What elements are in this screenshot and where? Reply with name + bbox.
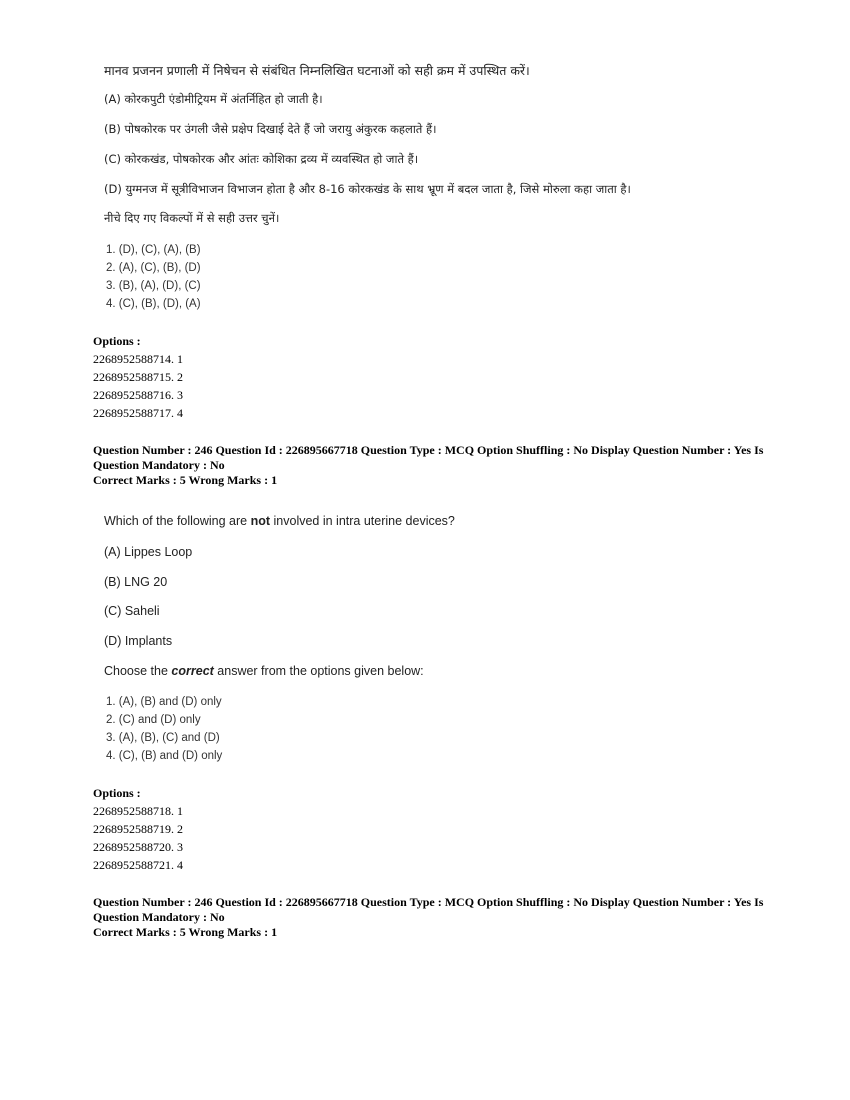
choice-item: 2. (A), (C), (B), (D) — [106, 262, 201, 274]
question-1-statement-b: (B) पोषकोरक पर उंगली जैसे प्रक्षेप दिखाई देते हैं जो जरायु अंकुरक कहलाते हैं। — [104, 122, 437, 136]
meta-line: Question Number : 246 Question Id : 226895667718 Question Type : MCQ Option Shuffling : No Display Question Number : Yes Is — [93, 895, 764, 909]
meta-line: Correct Marks : 5 Wrong Marks : 1 — [93, 473, 278, 487]
choice-item: 1. (D), (C), (A), (B) — [106, 244, 201, 256]
options-header: Options : — [93, 786, 141, 800]
question-1-statement-c: (C) कोरकखंड, पोषकोरक और आंतः कोशिका द्रव्य में व्यवस्थित हो जाते हैं। — [104, 152, 419, 166]
stem-text: Which of the following are — [104, 514, 251, 528]
meta-line: Question Mandatory : No — [93, 458, 225, 472]
question-1-instruction: नीचे दिए गए विकल्पों में से सही उत्तर चुनें। — [104, 211, 280, 225]
question-2-choices — [106, 693, 222, 765]
choice-item: 4. (C), (B), (D), (A) — [106, 298, 201, 310]
question-1-choices — [106, 241, 201, 313]
choice-item: 4. (C), (B) and (D) only — [106, 750, 223, 762]
meta-line: Question Mandatory : No — [93, 910, 225, 924]
question-2-statement-d: (D) Implants — [104, 634, 173, 648]
option-id: 2268952588718. 1 — [93, 804, 183, 818]
question-meta-2 — [93, 895, 773, 940]
question-2-statement-c: (C) Saheli — [104, 604, 160, 618]
stem-emphasis: not — [250, 514, 271, 528]
instruction-text: Choose the — [104, 664, 172, 678]
choice-item: 2. (C) and (D) only — [106, 714, 201, 726]
option-id: 2268952588719. 2 — [93, 822, 183, 836]
question-1-statement-a: (A) कोरकपुटी एंडोमीट्रियम में अंतर्निहित हो जाती है। — [104, 92, 323, 106]
question-2-statement-b: (B) LNG 20 — [104, 575, 168, 589]
option-id: 2268952588715. 2 — [93, 370, 183, 384]
question-2-statement-a: (A) Lippes Loop — [104, 545, 193, 559]
meta-line: Correct Marks : 5 Wrong Marks : 1 — [93, 925, 278, 939]
option-id: 2268952588720. 3 — [93, 840, 183, 854]
meta-line: Question Number : 246 Question Id : 226895667718 Question Type : MCQ Option Shuffling : No Display Question Number : Yes Is — [93, 443, 764, 457]
options-header: Options : — [93, 334, 141, 348]
stem-text: involved in intra uterine devices? — [270, 514, 455, 528]
choice-item: 1. (A), (B) and (D) only — [106, 696, 222, 708]
instruction-text: answer from the options given below: — [213, 664, 424, 678]
question-2-stem — [104, 514, 804, 528]
instruction-emphasis: correct — [171, 664, 214, 678]
options-block-2 — [93, 784, 183, 874]
question-2-instruction — [104, 664, 804, 678]
option-id: 2268952588714. 1 — [93, 352, 183, 366]
options-block-1 — [93, 332, 183, 422]
question-1-stem: मानव प्रजनन प्रणाली में निषेचन से संबंधित निम्नलिखित घटनाओं को सही क्रम में उपस्थित करें। — [104, 63, 530, 78]
question-1-statement-d: (D) युग्मनज में सूत्रीविभाजन विभाजन होता है और 8-16 कोरकखंड के साथ भ्रूण में बदल जाता है, जिसे मोरुला कहा जाता है। — [104, 182, 631, 196]
option-id: 2268952588717. 4 — [93, 406, 183, 420]
option-id: 2268952588721. 4 — [93, 858, 183, 872]
question-meta-1 — [93, 443, 773, 488]
option-id: 2268952588716. 3 — [93, 388, 183, 402]
choice-item: 3. (B), (A), (D), (C) — [106, 280, 201, 292]
choice-item: 3. (A), (B), (C) and (D) — [106, 732, 220, 744]
